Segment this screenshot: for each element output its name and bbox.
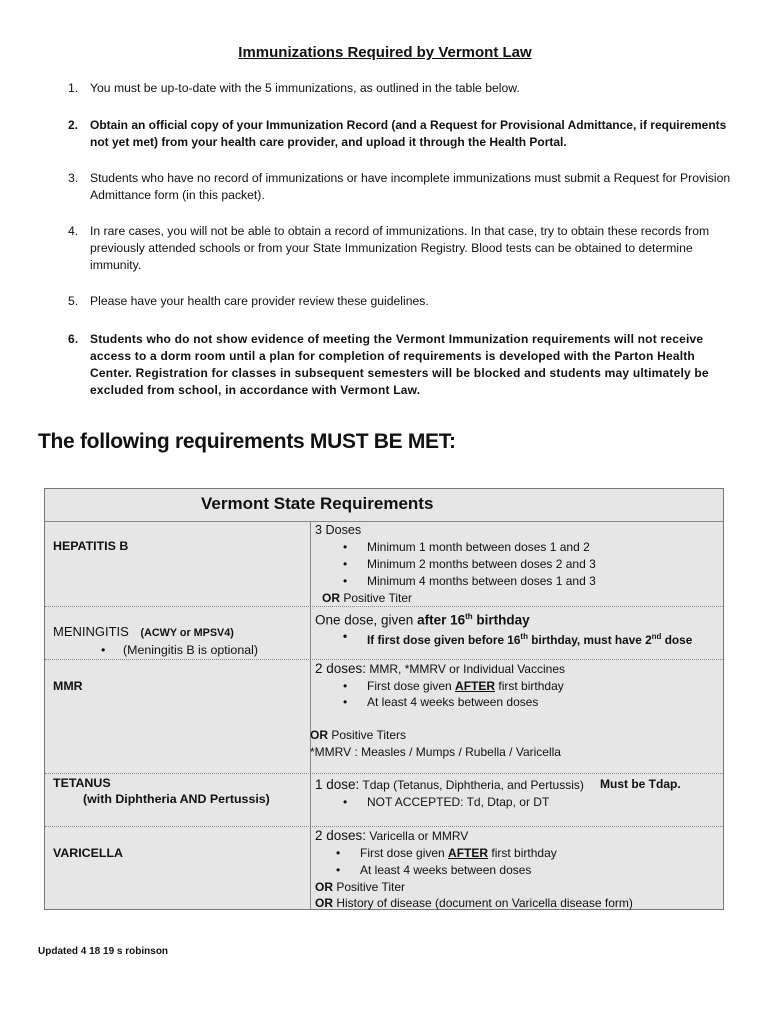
row-label-hepatitis-b: HEPATITIS B bbox=[53, 539, 129, 553]
list-item: 3. Students who have no record of immunizations or have incomplete immunizations must submit a Request for Provision Admittance form (in this packet). bbox=[68, 171, 731, 202]
varicella-or: OR Positive Titer bbox=[315, 880, 406, 894]
tetanus-bullet: • NOT ACCEPTED: Td, Dtap, or DT bbox=[367, 794, 549, 811]
tetanus-dose: 1 dose: Tdap (Tetanus, Diphtheria, and Pertussis) bbox=[315, 777, 584, 792]
list-item: 5. Please have your health care provider review these guidelines. bbox=[68, 294, 429, 308]
row-label-tetanus: TETANUS bbox=[53, 776, 111, 790]
requirements-heading: The following requirements MUST BE MET: bbox=[38, 430, 456, 453]
instructions-list bbox=[68, 80, 740, 399]
list-item: 2. Obtain an official copy of your Immunization Record (and a Request for Provisional Admittance, if requirements not yet met) from your health care provider, and upload it through the Health Portal. bbox=[68, 118, 727, 149]
hepb-doses: 3 Doses bbox=[315, 523, 362, 537]
varicella-bullet: • At least 4 weeks between doses bbox=[360, 862, 531, 879]
row-label-mmr: MMR bbox=[53, 679, 83, 693]
list-item: 1. You must be up-to-date with the 5 immunizations, as outlined in the table below. bbox=[68, 81, 520, 95]
row-label-meningitis: MENINGITIS (ACWY or MPSV4) bbox=[53, 624, 234, 639]
mmr-bullet: • At least 4 weeks between doses bbox=[367, 694, 538, 711]
footer-note: Updated 4 18 19 s robinson bbox=[38, 946, 169, 957]
meningitis-optional: • (Meningitis B is optional) bbox=[101, 643, 258, 657]
meningitis-bullet: • If first dose given before 16th birthday, must have 2nd dose bbox=[367, 628, 692, 649]
tetanus-must: Must be Tdap. bbox=[600, 777, 681, 791]
mmr-note: *MMRV : Measles / Mumps / Rubella / Varicella bbox=[310, 745, 561, 759]
varicella-bullet: • First dose given AFTER first birthday bbox=[360, 845, 557, 862]
hepb-bullet: • Minimum 2 months between doses 2 and 3 bbox=[367, 556, 596, 573]
page-title: Immunizations Required by Vermont Law bbox=[238, 44, 532, 61]
row-label-varicella: VARICELLA bbox=[53, 846, 123, 860]
hepb-bullet: • Minimum 1 month between doses 1 and 2 bbox=[367, 539, 590, 556]
mmr-bullet: • First dose given AFTER first birthday bbox=[367, 678, 564, 695]
varicella-doses: 2 doses: Varicella or MMRV bbox=[315, 828, 469, 843]
mmr-or: OR Positive Titers bbox=[310, 728, 407, 742]
hepb-or: OR Positive Titer bbox=[322, 591, 413, 605]
varicella-or: OR History of disease (document on Varicella disease form) bbox=[315, 896, 633, 910]
meningitis-dose: One dose, given after 16th birthday bbox=[315, 612, 530, 628]
table-header: Vermont State Requirements bbox=[45, 489, 723, 522]
mmr-doses: 2 doses: MMR, *MMRV or Individual Vaccines bbox=[315, 661, 565, 676]
tetanus-subtitle: (with Diphtheria AND Pertussis) bbox=[83, 792, 270, 806]
hepb-bullet: • Minimum 4 months between doses 1 and 3 bbox=[367, 573, 596, 590]
requirements-table bbox=[44, 488, 724, 910]
list-item: 6. Students who do not show evidence of meeting the Vermont Immunization requirements will not receive access to a dorm room until a plan for completion of requirements is developed with the Parton Health Center. Registration for classes in subsequent semesters will be blocked and students may ultimately be excluded from school, in accordance with Vermont Law. bbox=[68, 332, 709, 397]
list-item: 4. In rare cases, you will not be able to obtain a record of immunizations. In that case, try to obtain these records from previously attended schools or from your State Immunization Registry. Blood tests can be obtained to determine immunity. bbox=[68, 224, 710, 272]
